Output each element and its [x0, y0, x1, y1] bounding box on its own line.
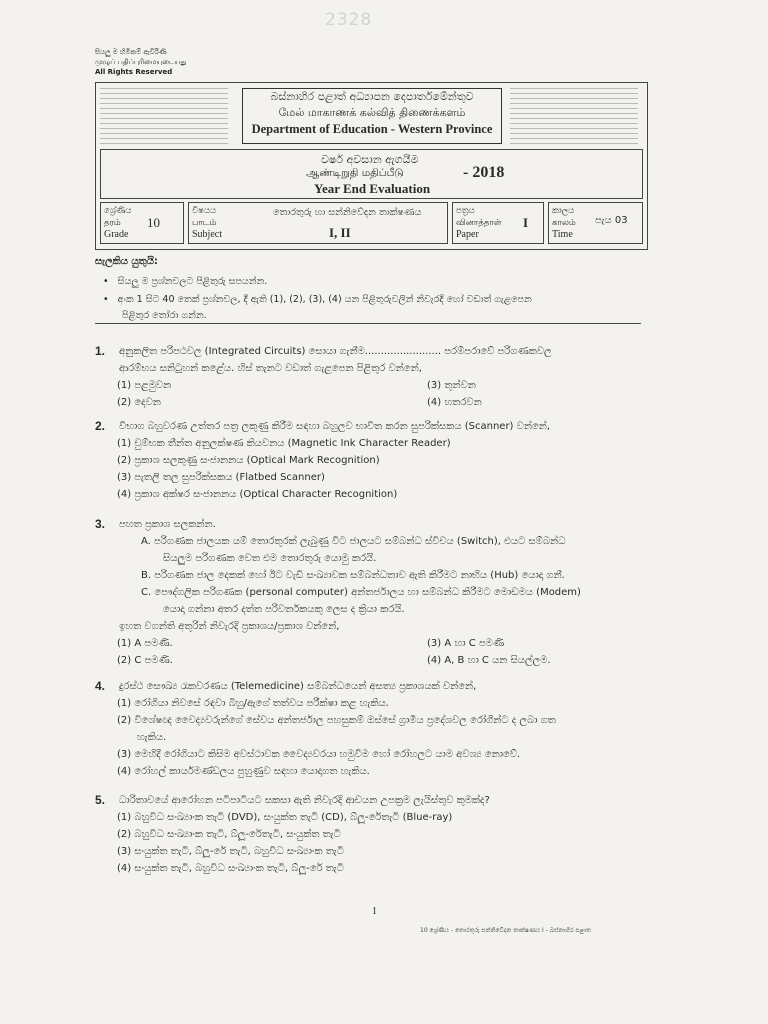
option-2[interactable]: (2) බහුවිධ සංඛ්‍යාංක තැටි, බ්ලූ-රේතැටි, සංයුක්ත තැටි — [117, 829, 341, 840]
option-3[interactable]: (3) සංයුක්ත තැටි, බ්ලූ-රේ තැටි, බහුවිධ සංඛ්‍යාංක තැටි — [117, 846, 344, 857]
subject-label-english: Subject — [192, 229, 222, 240]
question-number: 3. — [95, 517, 106, 531]
option-1[interactable]: (1) චුම්භක තීන්ත අනුලක්ෂණ කියවනය (Magnetic Ink Character Reader) — [117, 438, 451, 449]
grade-label-tamil: தரம் — [104, 218, 121, 228]
statement-a: A. පරිගණක ජාලයක යම් තොරතුරක් ලැබුණු විට ජාලයට සම්බන්ධ ස්විචය (Switch), එයට සම්බන්ධ — [141, 536, 566, 547]
instruction-text-2: අංක 1 සිට 40 තෙක් ප්‍රශ්නවල, දී ඇති (1), (2), (3), (4) යන පිළිතුරුවලින් නිවැරදි හෝ වඩාත් ගැළපෙන — [117, 294, 532, 305]
instruction-bullet-2 — [103, 293, 532, 307]
question-text — [119, 343, 675, 377]
subject-label-sinhala: විෂයය — [192, 206, 217, 216]
option-2[interactable]: (2) දෙවන — [117, 397, 161, 408]
question-line: අනුකලිත පරිපථවල (Integrated Circuits) සොයා ගැනීම........................ පරම්පරාවේ පරිගණකවල — [119, 346, 552, 357]
grade-value: 10 — [147, 215, 160, 230]
page-number: 1 — [372, 906, 377, 917]
options — [117, 635, 675, 669]
question-number: 2. — [95, 419, 106, 433]
question-number: 5. — [95, 793, 106, 807]
watermark-pattern-right — [510, 88, 638, 144]
evaluation-english: Year End Evaluation — [314, 181, 431, 196]
grade-label-english: Grade — [104, 229, 129, 240]
subject-value-english: I, II — [329, 225, 351, 240]
bullet-dot: • — [103, 276, 118, 287]
time-label-english: Time — [552, 229, 573, 240]
grade-label-sinhala: ශ්‍රේණිය — [104, 206, 132, 216]
subject-cell — [188, 202, 448, 244]
option-4[interactable]: (4) සංයුක්ත තැටි, බහුවිධ සංඛ්‍යාංක තැටි, බ්ලූ-රේ තැටි — [117, 863, 344, 874]
time-label-tamil: காலம் — [552, 218, 576, 228]
option-3[interactable]: (3) A හා C පමණි — [427, 638, 505, 649]
bullet-dot: • — [103, 294, 118, 305]
evaluation-year: - 2018 — [463, 164, 505, 181]
statement-b: B. පරිගණක ජාල දෙකක් හෝ ඊට වැඩි සංඛ්‍යාවක සම්බන්ධතාව ඇති කිරීමට නාභිය (Hub) යොදා ගනී. — [141, 570, 565, 581]
option-1[interactable]: (1) බහුවිධ සංඛ්‍යාංක තැටි (DVD), සංයුක්ත තැටි (CD), බ්ලූ-රේතැටි (Blue-ray) — [117, 812, 453, 823]
options — [117, 435, 675, 503]
statement-list — [141, 533, 675, 618]
options — [117, 695, 675, 780]
option-1[interactable]: (1) A පමණි. — [117, 638, 173, 649]
question-3 — [95, 516, 675, 669]
copyright-notice — [95, 47, 187, 77]
option-2-cont: හැකිය. — [137, 732, 167, 743]
department-banner — [100, 86, 643, 146]
statement-a-cont: සියලුම පරිගණක වෙත එම තොරතුරු යොමු කරයි. — [163, 553, 377, 564]
instruction-text-2-cont: පිළිතුර තෝරා ගන්න. — [122, 310, 207, 321]
department-title-box — [242, 88, 502, 144]
option-1[interactable]: (1) රෝගියා නිවසේ රඳවා බිහු/ඇගේ තත්වය පරීක්ෂා කළ හැකිය. — [117, 698, 389, 709]
time-label-sinhala: කාලය — [552, 206, 575, 216]
paper-label-english: Paper — [456, 229, 479, 240]
option-2[interactable]: (2) C පමණි. — [117, 655, 173, 666]
question-text: ධාරිතාවයේ ආරෝහන පටිපාටියට සකසා ඇති නිවැරදි ආචයන උපක්‍රම ලැයිස්තුව කුමක්ද? — [119, 795, 490, 806]
department-english: Department of Education - Western Province — [251, 122, 493, 136]
option-3[interactable]: (3) තුන්වන — [427, 380, 476, 391]
options — [117, 377, 675, 411]
option-4[interactable]: (4) ප්‍රකාශ අක්ෂර සංජානනය (Optical Character Recognition) — [117, 489, 398, 500]
stamp-number: 2328 — [325, 10, 373, 30]
paper-value: I — [523, 215, 529, 230]
copyright-tamil: முழுப் பதிப்புரிமையுடையது — [95, 58, 187, 66]
subject-value-sinhala: තොරතුරු හා සන්නිවේදන තාක්ෂණය — [273, 207, 422, 218]
divider-line — [95, 323, 641, 324]
option-2[interactable]: (2) විශේෂඥ වෛද්‍යවරුන්ගේ සේවය අන්තර්ජාල පහසුකම් ඔස්සේ ග්‍රාමීය ප්‍රදේශවල රෝගීන්ට ද ලබා ගත — [117, 715, 556, 726]
evaluation-tamil: ஆண்டிறுதி மதிப்பீடு — [306, 167, 404, 179]
question-number: 1. — [95, 344, 106, 358]
question-2 — [95, 418, 675, 503]
question-number: 4. — [95, 679, 106, 693]
time-cell — [548, 202, 643, 244]
question-4 — [95, 678, 675, 780]
option-4[interactable]: (4) A, B හා C යන සියල්ලම. — [427, 655, 551, 666]
department-tamil: மேல் மாகாணக் கல்வித் திணைக்களம் — [278, 106, 466, 119]
footer-text: 10 ශ්‍රේණිය - තොරතුරු සන්නිවේදන තාක්ෂණය I - බස්නාහිර පළාත — [420, 927, 591, 934]
question-1 — [95, 343, 675, 411]
option-4[interactable]: (4) රෝහල් කාර්යමණ්ඩලය පුහුණුව සඳහා යොදාගත හැකිය. — [117, 766, 370, 777]
grade-cell — [100, 202, 184, 244]
instruction-text-1: සියලු ම ප්‍රශ්නවලට පිළිතුරු සපයන්න. — [117, 276, 268, 287]
evaluation-box — [100, 149, 643, 199]
question-lead: ඉහත වගන්ති අතුරින් නිවැරදි ප්‍රකාශය/ප්‍රකාශ වන්නේ, — [119, 621, 340, 632]
statement-c-cont: යොදා ගන්නා අතර දත්ත පරිවර්තකයකු ලෙස ද ක්‍රියා කරයි. — [163, 604, 405, 615]
option-3[interactable]: (3) පැතලි තල සුපරික්සකය (Flatbed Scanner) — [117, 472, 325, 483]
options — [117, 809, 675, 877]
copyright-sinhala: සියලු ම හිමිකම් ඇවිරිණි — [95, 48, 167, 56]
option-4[interactable]: (4) හතරවන — [427, 397, 482, 408]
watermark-pattern-left — [100, 88, 228, 144]
option-1[interactable]: (1) පළමුවන — [117, 380, 172, 391]
option-3[interactable]: (3) මෙහිදී රෝගියාට කිසිම අවස්ථාවක වෛද්‍යවරයා හමුවීම හෝ රෝහලට යාම අවශ්‍ය නොවේ. — [117, 749, 521, 760]
copyright-english: All Rights Reserved — [95, 68, 173, 76]
question-intro: පහත ප්‍රකාශ සලකන්න. — [119, 519, 216, 530]
subject-label-tamil: பாடம் — [192, 218, 217, 228]
paper-label-sinhala: පත්‍රය — [456, 206, 475, 216]
time-value: පැය 03 — [595, 215, 628, 226]
question-line: ආරම්භය සනිටුහන් කළේය. හිස් තැනට වඩාත් ගැළපෙන පිළිතුර වන්නේ, — [119, 363, 422, 374]
instructions-title: සැලකිය යුතුයි: — [95, 256, 158, 267]
question-text: විභාග බහුවරණ උත්තර පත්‍ර ලකුණු කිරීම සඳහා බහුලව භාවිත කරන සුපරික්සකය (Scanner) වන්නේ, — [119, 421, 551, 432]
evaluation-sinhala: වර්ෂ අවසාන ඇගයීම — [321, 153, 419, 166]
department-sinhala: බස්නාහිර පළාත් අධ්‍යාපන දෙපාර්තමේන්තුව — [270, 90, 474, 103]
paper-label-tamil: வினாத்தாள் — [456, 218, 502, 228]
paper-cell — [452, 202, 544, 244]
statement-c: C. පෞද්ගලික පරිගණක (personal computer) අන්තර්ජාලය හා සම්බන්ධ කිරීමට මොඩමය (Modem) — [141, 587, 581, 598]
option-2[interactable]: (2) ප්‍රකාශ සලකුණු සංජානනය (Optical Mark Recognition) — [117, 455, 380, 466]
exam-info-row — [100, 202, 643, 246]
question-text: දුරස්ථ සෞඛ්‍ය රැකවරණය (Telemedicine) සම්බන්ධයෙන් අසත්‍ය ප්‍රකාශයක් වන්නේ, — [119, 681, 477, 692]
instruction-bullet-1 — [103, 275, 267, 289]
question-5 — [95, 792, 675, 877]
